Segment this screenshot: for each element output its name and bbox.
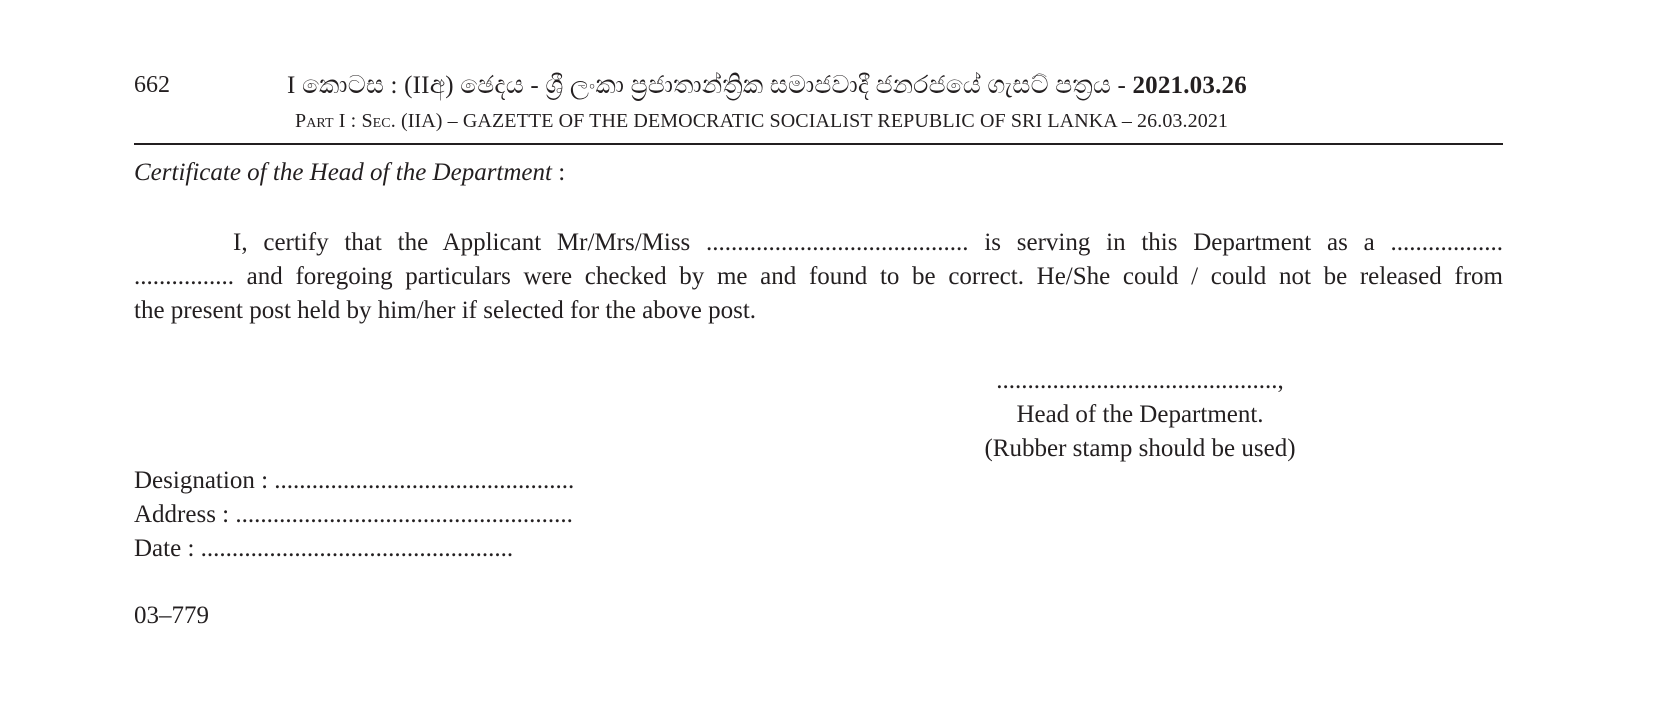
rubber-stamp-note: (Rubber stamp should be used) [984,435,1296,462]
certificate-line-3: the present post held by him/her if selected for the above post. [134,297,757,324]
certificate-heading-colon: : [551,159,566,186]
designation-field: Designation : ................................................ [134,467,575,494]
header-part-number: I : [338,110,357,132]
header-english-text: (IIA) – GAZETTE OF THE DEMOCRATIC SOCIALIST REPUBLIC OF SRI LANKA – 26.03.2021 [400,110,1229,132]
header-sinhala-text: I කොටස : (IIඅ) ඡෙදය - ශ්‍රී ලංකා ප්‍රජාතාන්ත්‍රික සමාජවාදී ජනරජයේ ගැසට් පත්‍රය - [287,72,1133,99]
signature-title: Head of the Department. [1016,401,1264,428]
header-sinhala-title [287,72,1357,100]
header-english-title [295,110,1228,133]
signer-fields [134,464,574,566]
certificate-line-2: ................ and foregoing particulars were checked by me and found to be correct. He/She could / could not be released from [134,263,1503,290]
certificate-line-1: I, certify that the Applicant Mr/Mrs/Miss .......................................... is serving in this Department as a .................. [233,229,1503,256]
header-part-label: Part [295,110,334,132]
header-sec-label: Sec. [361,110,396,132]
certificate-heading [134,159,565,187]
notice-reference: 03–779 [134,602,209,629]
address-field: Address : ...................................................... [134,501,573,528]
certificate-body [134,226,1503,328]
header-divider [134,143,1503,145]
page-number: 662 [134,72,170,98]
certificate-heading-text: Certificate of the Head of the Department [134,159,552,186]
signature-block [940,364,1340,466]
date-field: Date : .................................................. [134,535,514,562]
header-sinhala-date: 2021.03.26 [1132,72,1247,99]
signature-line: ............................................., [996,367,1284,394]
